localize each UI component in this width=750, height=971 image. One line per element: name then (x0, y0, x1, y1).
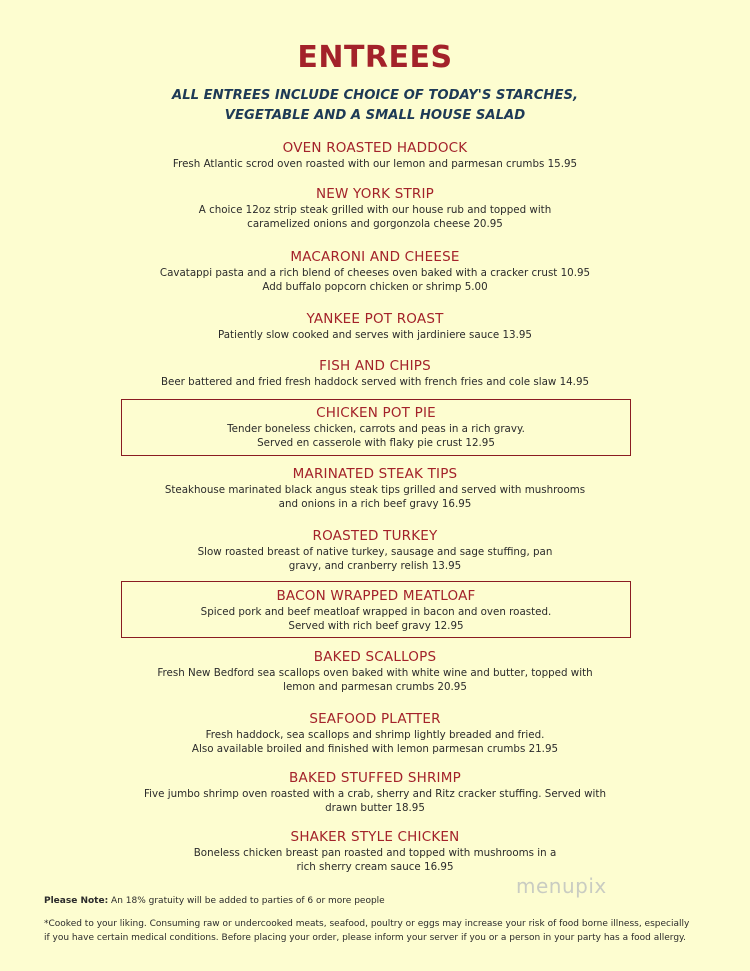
entree-macaroni-and-cheese (120, 248, 630, 294)
entree-new-york-strip (120, 185, 630, 231)
entree-description (120, 666, 630, 694)
entree-shaker-style-chicken (120, 828, 630, 874)
entree-description (120, 545, 630, 573)
entree-bacon-wrapped-meatloaf (121, 581, 631, 638)
entree-description (120, 157, 630, 171)
entree-name: BACON WRAPPED MEATLOAF (276, 588, 476, 604)
entree-desc-line: drawn butter 18.95 (325, 802, 425, 814)
entree-description (120, 328, 630, 342)
entree-name: NEW YORK STRIP (315, 186, 435, 202)
entree-description (120, 203, 630, 231)
disclaimer-line-1: *Cooked to your liking. Consuming raw or undercooked meats, seafood, poultry or eggs may increase your risk of food borne illness, especially (44, 919, 690, 929)
entree-description (120, 483, 630, 511)
entree-desc-line: Also available broiled and finished with lemon parmesan crumbs 21.95 (191, 743, 559, 755)
entree-desc-line: Boneless chicken breast pan roasted and topped with mushrooms in a (193, 847, 557, 859)
entree-name: SHAKER STYLE CHICKEN (290, 829, 460, 845)
gratuity-label: Please Note: (44, 896, 109, 906)
entree-name: FISH AND CHIPS (319, 358, 431, 374)
disclaimer-line-2: if you have certain medical conditions. Before placing your order, please inform your server if you or a person in your party has a food allergy. (44, 933, 686, 943)
entree-description (122, 422, 630, 450)
entree-desc-line: Slow roasted breast of native turkey, sausage and sage stuffing, pan (197, 546, 553, 558)
entree-description (122, 605, 630, 633)
entree-desc-line: Served en casserole with flaky pie crust 12.95 (257, 437, 495, 449)
entree-description (120, 728, 630, 756)
entree-desc-line: Tender boneless chicken, carrots and peas in a rich gravy. (227, 423, 525, 435)
gratuity-text: An 18% gratuity will be added to parties of 6 or more people (108, 896, 385, 906)
menupix-watermark: menupix (516, 874, 607, 898)
entree-desc-line: Add buffalo popcorn chicken or shrimp 5.00 (262, 281, 488, 293)
entree-desc-line: caramelized onions and gorgonzola cheese 20.95 (247, 218, 503, 230)
entree-chicken-pot-pie (121, 399, 631, 456)
entree-name: ROASTED TURKEY (312, 528, 438, 544)
entree-marinated-steak-tips (120, 465, 630, 511)
entree-desc-line: Fresh New Bedford sea scallops oven baked with white wine and butter, topped with (157, 667, 593, 679)
entree-description (120, 846, 630, 874)
subtitle (0, 86, 750, 126)
entree-name: SEAFOOD PLATTER (309, 711, 441, 727)
entree-name: YANKEE POT ROAST (306, 311, 444, 327)
entree-desc-line: Fresh haddock, sea scallops and shrimp lightly breaded and fried. (205, 729, 545, 741)
entree-desc-line: Steakhouse marinated black angus steak tips grilled and served with mushrooms (164, 484, 586, 496)
entree-seafood-platter (120, 710, 630, 756)
entree-description (120, 375, 630, 389)
entree-name: MARINATED STEAK TIPS (292, 466, 458, 482)
entree-desc-line: lemon and parmesan crumbs 20.95 (283, 681, 467, 693)
subtitle-line-1: ALL ENTREES INCLUDE CHOICE OF TODAY'S STARCHES, (172, 88, 578, 103)
entree-roasted-turkey (120, 527, 630, 573)
entree-baked-stuffed-shrimp (120, 769, 630, 815)
entree-baked-scallops (120, 648, 630, 694)
entree-name: CHICKEN POT PIE (316, 405, 436, 421)
entree-desc-line: and onions in a rich beef gravy 16.95 (278, 498, 472, 510)
entree-name: OVEN ROASTED HADDOCK (282, 140, 468, 156)
entree-desc-line: Patiently slow cooked and serves with jardiniere sauce 13.95 (218, 329, 532, 341)
entree-desc-line: Five jumbo shrimp oven roasted with a crab, sherry and Ritz cracker stuffing. Served with (143, 788, 606, 800)
entree-desc-line: Fresh Atlantic scrod oven roasted with our lemon and parmesan crumbs 15.95 (172, 158, 578, 170)
entree-name: BAKED STUFFED SHRIMP (289, 770, 461, 786)
entree-description (120, 787, 630, 815)
entree-desc-line: gravy, and cranberry relish 13.95 (288, 560, 462, 572)
gratuity-note (44, 894, 385, 908)
page-title: ENTREES (297, 40, 453, 75)
entree-fish-and-chips (120, 357, 630, 389)
entree-desc-line: Beer battered and fried fresh haddock served with french fries and cole slaw 14.95 (160, 376, 590, 388)
entree-desc-line: rich sherry cream sauce 16.95 (296, 861, 454, 873)
food-safety-disclaimer (44, 917, 689, 945)
entree-desc-line: Cavatappi pasta and a rich blend of cheeses oven baked with a cracker crust 10.95 (159, 267, 591, 279)
entree-description (120, 266, 630, 294)
entree-name: MACARONI AND CHEESE (290, 249, 460, 265)
entree-desc-line: Spiced pork and beef meatloaf wrapped in bacon and oven roasted. (200, 606, 552, 618)
entree-desc-line: A choice 12oz strip steak grilled with our house rub and topped with (198, 204, 552, 216)
subtitle-line-2: VEGETABLE AND A SMALL HOUSE SALAD (224, 108, 526, 123)
entree-yankee-pot-roast (120, 310, 630, 342)
entree-desc-line: Served with rich beef gravy 12.95 (288, 620, 464, 632)
entree-name: BAKED SCALLOPS (313, 649, 437, 665)
entree-oven-roasted-haddock (120, 139, 630, 171)
